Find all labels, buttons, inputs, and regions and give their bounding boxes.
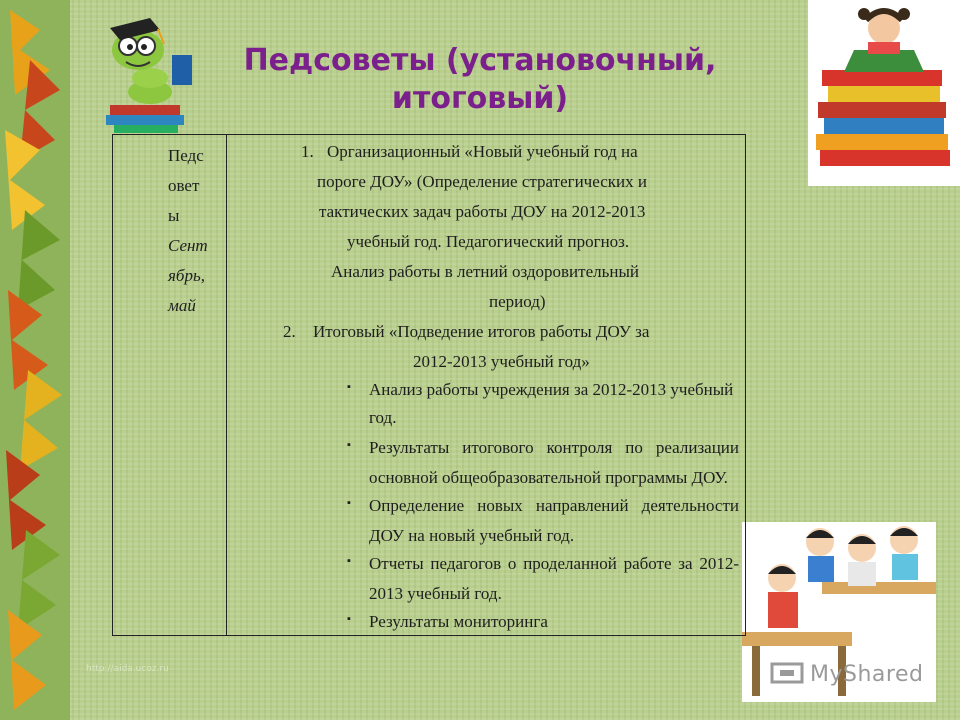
bullet-line: ДОУ на новый учебный год. bbox=[369, 526, 575, 545]
bullet-icon: ▪ bbox=[347, 381, 351, 393]
item2-line: Итоговый «Подведение итогов работы ДОУ за bbox=[313, 322, 650, 341]
bullet-icon: ▪ bbox=[347, 613, 351, 625]
item1-line: Анализ работы в летний оздоровительный bbox=[331, 262, 639, 281]
left-cell-line: май bbox=[168, 296, 196, 315]
list-number: 1. bbox=[301, 142, 314, 161]
item2-line: 2012-2013 учебный год» bbox=[413, 352, 590, 371]
bullet-line: Отчеты педагогов о проделанной работе за 2012- bbox=[369, 554, 739, 573]
item1-line: тактических задач работы ДОУ на 2012-2013 bbox=[319, 202, 646, 221]
left-cell-text bbox=[168, 141, 218, 321]
bullet-icon: ▪ bbox=[347, 439, 351, 451]
list-number: 2. bbox=[283, 322, 296, 341]
bullet-line: основной общеобразовательной программы ДОУ. bbox=[369, 468, 728, 487]
bullet-line: Анализ работы учреждения за 2012-2013 учебный bbox=[369, 380, 734, 399]
title-line-1: Педсоветы (установочный, bbox=[243, 43, 717, 78]
source-watermark: http://aida.ucoz.ru bbox=[86, 664, 169, 674]
left-cell-line: Педс bbox=[168, 146, 204, 165]
left-cell-line: ы bbox=[168, 206, 180, 225]
table-left-cell bbox=[113, 135, 227, 635]
left-cell-line: ябрь, bbox=[168, 266, 205, 285]
myshared-logo-icon bbox=[770, 660, 806, 686]
item1-line: учебный год. Педагогический прогноз. bbox=[347, 232, 630, 251]
item1-line: пороге ДОУ» (Определение стратегических и bbox=[317, 172, 647, 191]
item1-line: период) bbox=[489, 292, 546, 311]
myshared-brand[interactable]: MyShared bbox=[810, 662, 924, 687]
table-right-cell bbox=[227, 135, 745, 635]
reading-girl-icon bbox=[808, 0, 960, 186]
reading-girl-picture bbox=[808, 0, 960, 186]
bullet-icon: ▪ bbox=[347, 497, 351, 509]
autumn-leaf-border bbox=[0, 0, 70, 720]
bullet-icon: ▪ bbox=[347, 555, 351, 567]
bullet-line: Определение новых направлений деятельности bbox=[369, 496, 739, 515]
bullet-line: год. bbox=[369, 408, 397, 427]
left-cell-line: Сент bbox=[168, 236, 208, 255]
bullet-line: Результаты мониторинга bbox=[369, 612, 548, 631]
item1-line: Организационный «Новый учебный год на bbox=[327, 142, 638, 161]
content-table bbox=[112, 134, 746, 636]
left-cell-line: овет bbox=[168, 176, 200, 195]
bullet-line: 2013 учебный год. bbox=[369, 584, 502, 603]
bullet-line: Результаты итогового контроля по реализации bbox=[369, 438, 739, 457]
title-line-2: итоговый) bbox=[391, 81, 569, 116]
page-title bbox=[170, 42, 790, 118]
